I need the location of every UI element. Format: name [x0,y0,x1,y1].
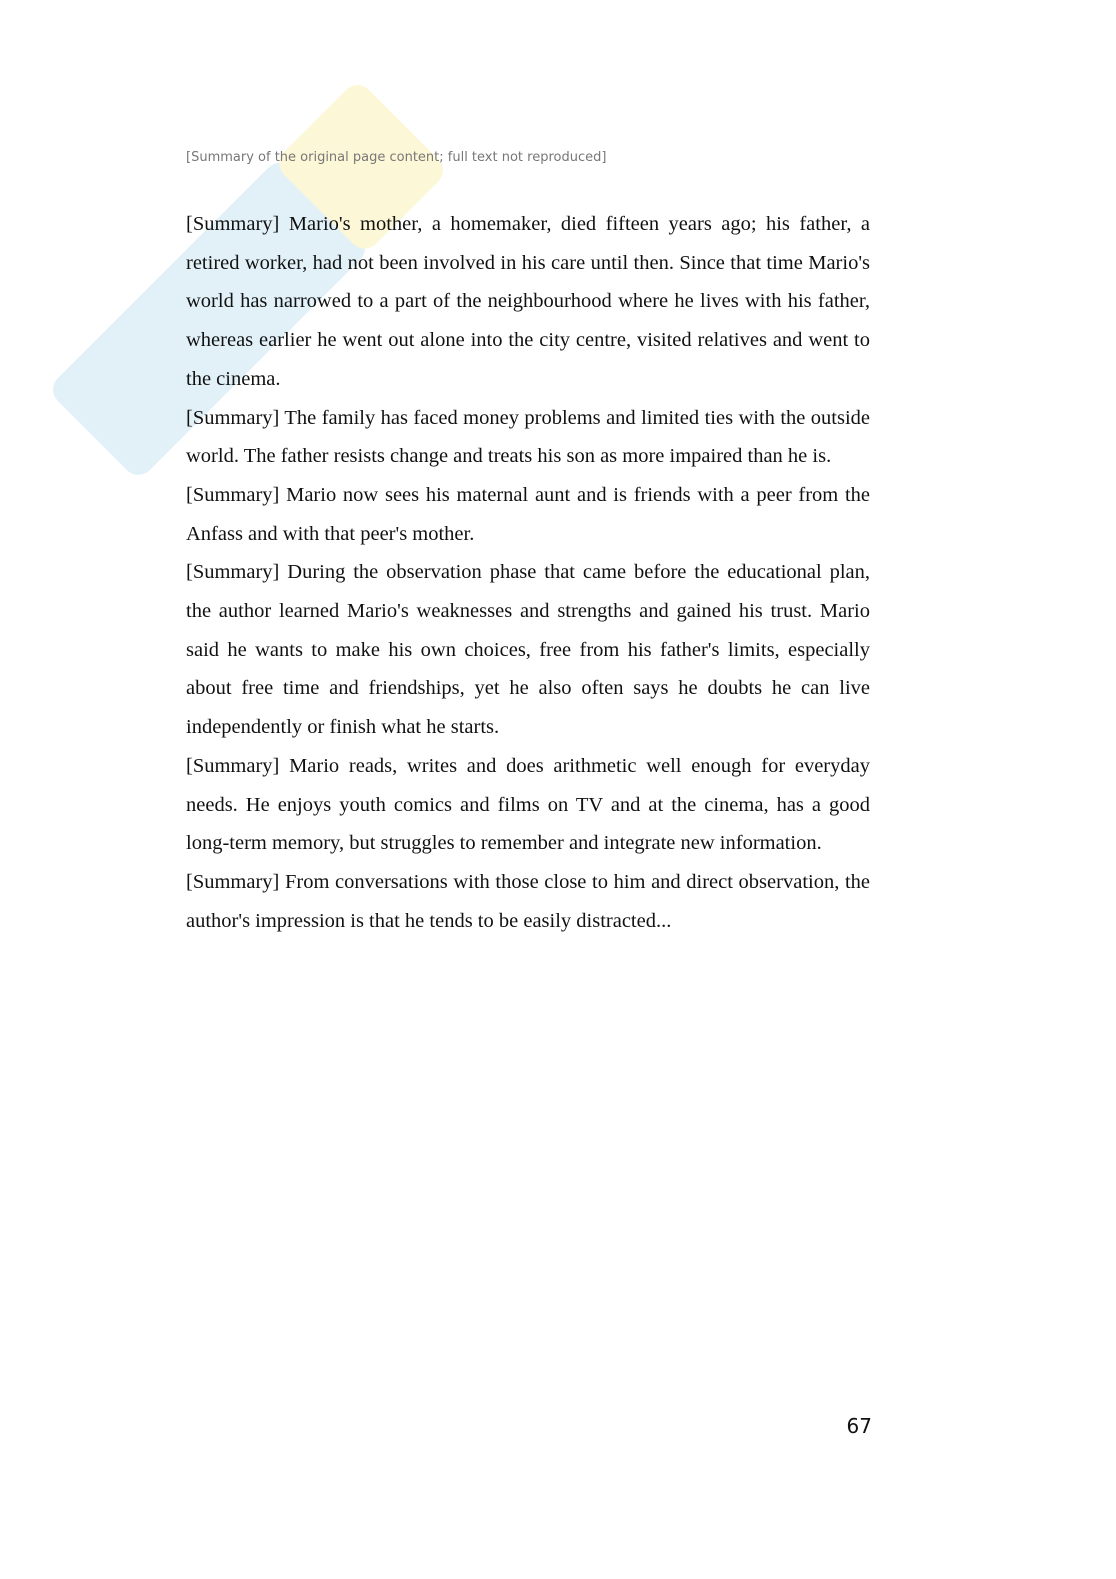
paragraph: [Summary] Mario reads, writes and does arithmetic well enough for everyday needs. He enjoys youth comics and films on TV and at the cinema, has a good long-term memory, but struggles to remember and integrate new information. [186,754,870,855]
paragraph: [Summary] Mario now sees his maternal aunt and is friends with a peer from the Anfass and with that peer's mother. [186,483,870,545]
paragraph: [Summary] Mario's mother, a homemaker, died fifteen years ago; his father, a retired worker, had not been involved in his care until then. Since that time Mario's world has narrowed to a part of the neighbourhood where he lives with his father, whereas earlier he went out alone into the city centre, visited relatives and went to the cinema. [186,213,870,390]
paragraph: [Summary] From conversations with those close to him and direct observation, the author's impression is that he tends to be easily distracted... [186,870,870,932]
body-text [186,205,870,940]
page-number: 67 [846,1414,872,1438]
transcription-note: [Summary of the original page content; full text not reproduced] [186,150,607,165]
paragraph: [Summary] The family has faced money problems and limited ties with the outside world. The father resists change and treats his son as more impaired than he is. [186,406,870,468]
paragraph: [Summary] During the observation phase that came before the educational plan, the author learned Mario's weaknesses and strengths and gained his trust. Mario said he wants to make his own choices, free from his father's limits, especially about free time and friendships, yet he also often says he doubts he can live independently or finish what he starts. [186,561,870,739]
